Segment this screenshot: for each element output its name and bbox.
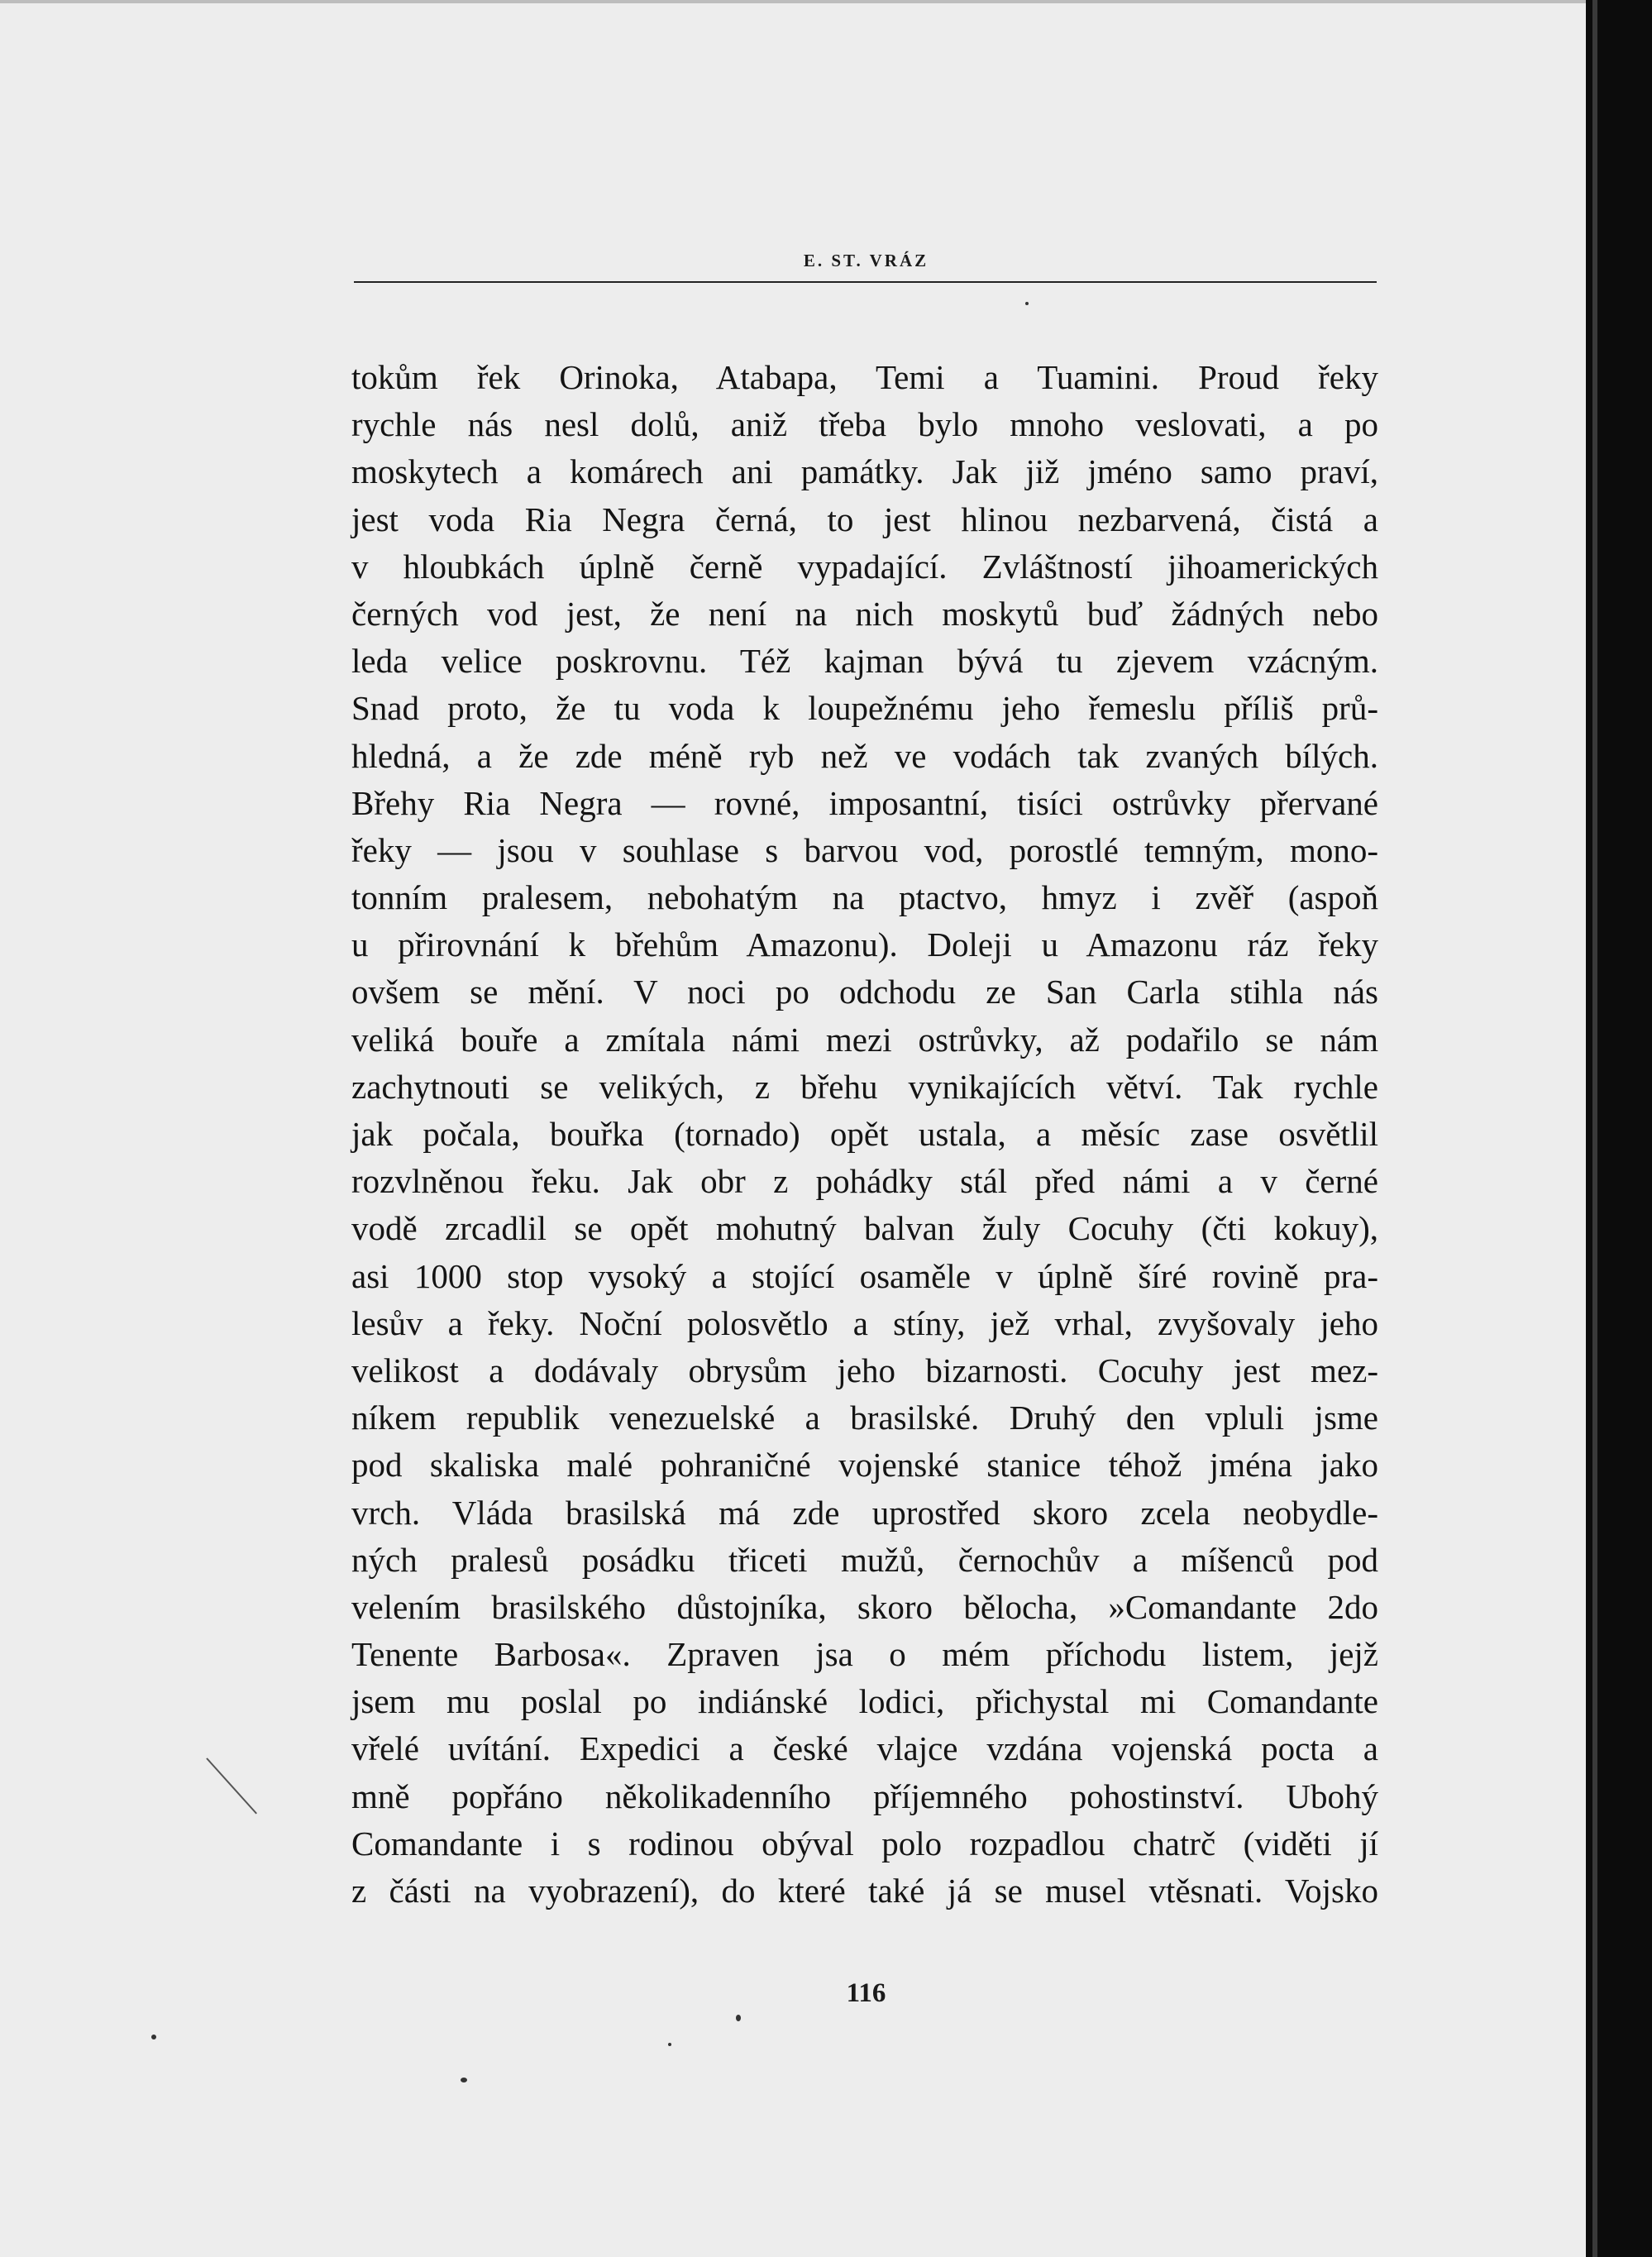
text-line: ných pralesů posádku třiceti mužů, černochův a míšenců pod bbox=[351, 1540, 1378, 1579]
text-line: Snad proto, že tu voda k loupežnému jeho řemeslu příliš prů- bbox=[351, 689, 1378, 728]
scan-speck bbox=[668, 2043, 671, 2046]
text-line: vrch. Vláda brasilská má zde uprostřed skoro zcela neobydle- bbox=[351, 1493, 1378, 1532]
scan-edge-strip bbox=[1592, 0, 1597, 2257]
text-line: rychle nás nesl dolů, aniž třeba bylo mnoho veslovati, a po bbox=[351, 405, 1378, 444]
text-line: rozvlněnou řeku. Jak obr z pohádky stál před námi a v černé bbox=[351, 1162, 1378, 1201]
text-line: řeky — jsou v souhlase s barvou vod, porostlé temným, mono- bbox=[351, 830, 1378, 869]
text-line: tokům řek Orinoka, Atabapa, Temi a Tuamini. Proud řeky bbox=[351, 358, 1378, 396]
page-top-edge bbox=[0, 0, 1586, 3]
text-line: velikost a dodávaly obrysům jeho bizarnosti. Cocuhy jest mez- bbox=[351, 1351, 1378, 1389]
text-line: tonním pralesem, nebohatým na ptactvo, hmyz i zvěř (aspoň bbox=[351, 878, 1378, 917]
text-line: mně popřáno několikadenního příjemného pohostinství. Ubohý bbox=[351, 1776, 1378, 1815]
scan-speck bbox=[151, 2035, 156, 2039]
text-line: ovšem se mění. V noci po odchodu ze San Carla stihla nás bbox=[351, 973, 1378, 1011]
scan-speck bbox=[461, 2078, 467, 2082]
text-line: u přirovnání k břehům Amazonu). Doleji u Amazonu ráz řeky bbox=[351, 925, 1378, 964]
text-line: Břehy Ria Negra — rovné, imposantní, tisíci ostrůvky přervané bbox=[351, 783, 1378, 822]
text-line: pod skaliska malé pohraničné vojenské stanice téhož jména jako bbox=[351, 1446, 1378, 1485]
text-line: asi 1000 stop vysoký a stojící osaměle v úplně šíré rovině pra- bbox=[351, 1256, 1378, 1295]
text-line: zachytnouti se velikých, z břehu vynikajících větví. Tak rychle bbox=[351, 1067, 1378, 1106]
text-line: jak počala, bouřka (tornado) opět ustala, a měsíc zase osvětlil bbox=[351, 1115, 1378, 1153]
text-line: jest voda Ria Negra černá, to jest hlinou nezbarvená, čistá a bbox=[351, 500, 1378, 538]
text-line: vodě zrcadlil se opět mohutný balvan žuly Cocuhy (čti kokuy), bbox=[351, 1209, 1378, 1248]
header-rule bbox=[354, 281, 1377, 283]
body-text bbox=[351, 354, 1378, 1915]
text-line: jsem mu poslal po indiánské lodici, přichystal mi Comandante bbox=[351, 1682, 1378, 1721]
scan-speck bbox=[736, 2015, 741, 2021]
text-line: černých vod jest, že není na nich moskytů buď žádných nebo bbox=[351, 594, 1378, 633]
text-line: hledná, a že zde méně ryb než ve vodách tak zvaných bílých. bbox=[351, 736, 1378, 775]
text-line: níkem republik venezuelské a brasilské. Druhý den vpluli jsme bbox=[351, 1399, 1378, 1437]
text-line: leda velice poskrovnu. Též kajman bývá tu zjevem vzácným. bbox=[351, 642, 1378, 681]
text-line: moskytech a komárech ani památky. Jak již jméno samo praví, bbox=[351, 452, 1378, 491]
text-line: veliká bouře a zmítala námi mezi ostrůvky, až podařilo se nám bbox=[351, 1020, 1378, 1059]
text-line: z části na vyobrazení), do které také já se musel vtěsnati. Vojsko bbox=[351, 1872, 1378, 1910]
text-line: lesův a řeky. Noční polosvětlo a stíny, jež vrhal, zvyšovaly jeho bbox=[351, 1303, 1378, 1342]
text-line: velením brasilského důstojníka, skoro bělocha, »Comandante 2do bbox=[351, 1587, 1378, 1626]
running-head: E. ST. VRÁZ bbox=[803, 251, 929, 270]
scan-speck bbox=[1025, 302, 1029, 305]
text-line: vřelé uvítání. Expedici a české vlajce vzdána vojenská pocta a bbox=[351, 1729, 1378, 1768]
text-line: Comandante i s rodinou obýval polo rozpadlou chatrč (viděti jí bbox=[351, 1824, 1378, 1863]
text-line: Tenente Barbosa«. Zpraven jsa o mém příchodu listem, jejž bbox=[351, 1635, 1378, 1674]
scan-scratch bbox=[206, 1757, 257, 1814]
text-line: v hloubkách úplně černě vypadající. Zvláštností jihoamerických bbox=[351, 547, 1378, 586]
page-number: 116 bbox=[846, 1978, 886, 2008]
